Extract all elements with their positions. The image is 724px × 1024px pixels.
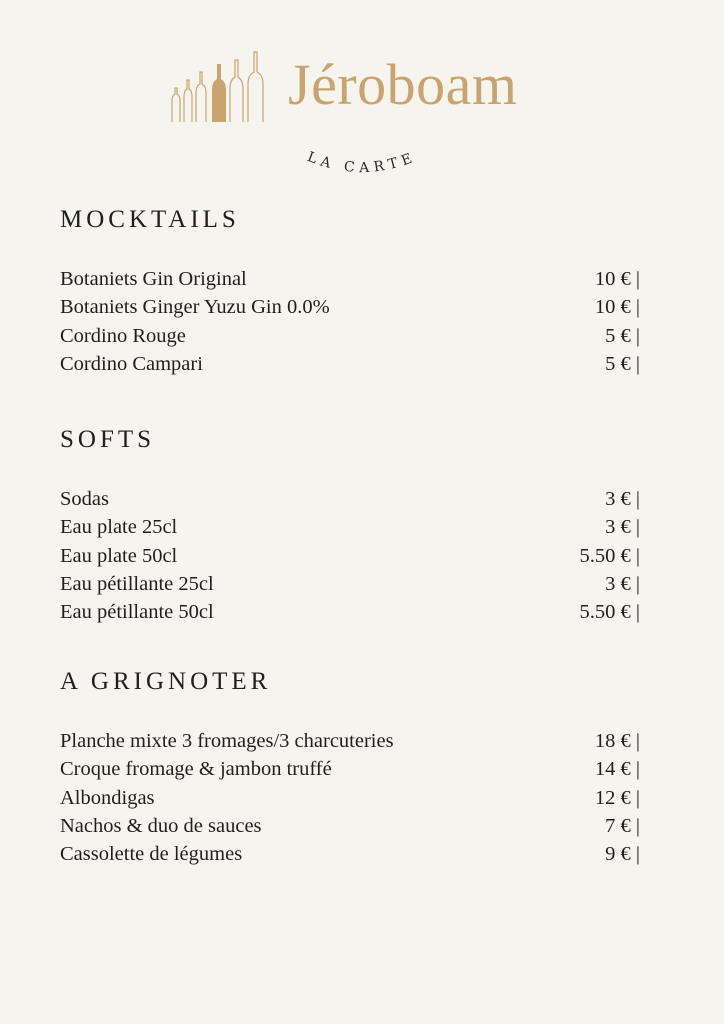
item-name: Eau plate 25cl [60,516,178,539]
item-name: Croque fromage & jambon truffé [60,758,332,781]
menu-item [60,840,640,868]
menu-item [60,293,640,321]
item-name: Botaniets Ginger Yuzu Gin 0.0% [60,296,330,319]
item-price: 10 € | [594,296,640,319]
item-price: 7 € | [605,814,640,837]
menu-item [60,322,640,350]
menu-item [60,485,640,513]
menu-item [60,784,640,812]
section-softs [60,425,640,626]
brand-name: Jéroboam [288,52,518,117]
item-price: 5.50 € | [579,544,640,567]
menu-item [60,265,640,293]
item-name: Cordino Rouge [60,324,186,347]
item-price: 5 € | [605,352,640,375]
item-price: 5 € | [605,324,640,347]
item-price: 10 € | [594,268,640,290]
item-name: Eau plate 50cl [60,544,178,567]
menu-item [60,598,640,626]
item-price: 3 € | [605,572,640,595]
item-price: 18 € | [594,730,640,752]
section-a-grignoter [60,667,640,868]
menu-subtitle [282,140,442,190]
menu-item [60,350,640,378]
menu-item [60,513,640,541]
item-name: Albondigas [60,786,155,809]
bottles-icon [166,50,276,126]
item-price: 3 € | [605,488,640,510]
section-mocktails [60,205,640,378]
section-title: MOCKTAILS [60,206,240,233]
menu-item [60,570,640,598]
menu-item [60,727,640,755]
item-name: Cassolette de légumes [60,843,243,866]
item-price: 3 € | [605,516,640,539]
section-title: A GRIGNOTER [60,668,272,695]
item-name: Cordino Campari [60,352,203,375]
menu-item [60,755,640,783]
item-price: 12 € | [594,786,640,809]
subtitle-text: LA CARTE [304,149,420,177]
item-name: Sodas [60,488,109,510]
item-name: Nachos & duo de sauces [60,814,262,837]
item-name: Eau pétillante 25cl [60,572,214,595]
section-title: SOFTS [60,426,156,453]
item-name: Eau pétillante 50cl [60,601,214,624]
item-price: 14 € | [594,758,640,781]
item-name: Planche mixte 3 fromages/3 charcuteries [60,730,394,752]
item-list [60,265,640,378]
brand-logo [166,48,566,128]
item-price: 5.50 € | [579,601,640,624]
item-price: 9 € | [605,843,640,866]
menu-item [60,542,640,570]
menu-item [60,812,640,840]
item-list [60,727,640,868]
item-list [60,485,640,626]
item-name: Botaniets Gin Original [60,268,247,290]
